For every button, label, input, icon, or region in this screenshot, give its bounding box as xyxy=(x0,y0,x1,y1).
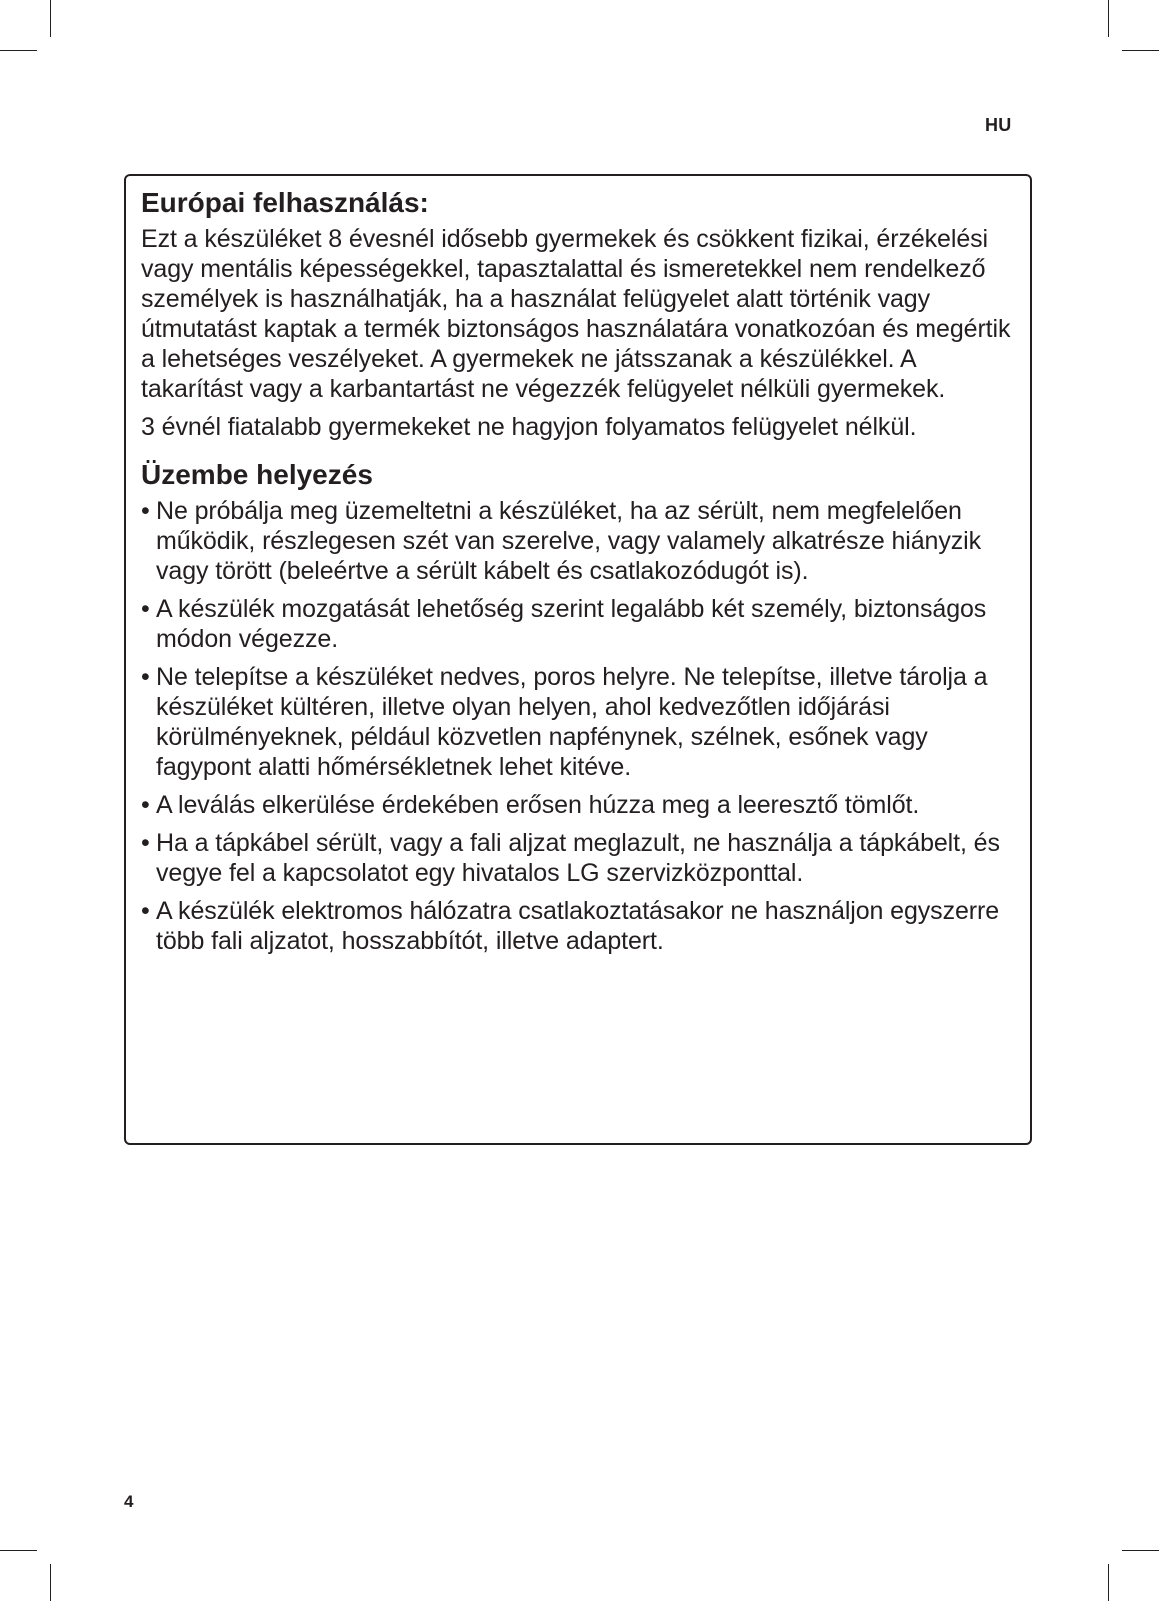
crop-mark-bottom-left-horizontal xyxy=(0,1550,37,1551)
section-heading-european-use: Európai felhasználás: xyxy=(141,187,429,218)
installation-bullet-item: • Ha a tápkábel sérült, vagy a fali aljzat meglazult, ne használja a tápkábelt, és vegye fel a kapcsolatot egy hivatalos LG szervizközponttal. xyxy=(141,828,1020,888)
crop-mark-top-left-horizontal xyxy=(0,50,37,51)
crop-mark-top-right-horizontal xyxy=(1122,50,1159,51)
crop-mark-bottom-left-vertical xyxy=(50,1564,51,1601)
installation-bullet-item: • Ne telepítse a készüléket nedves, poros helyre. Ne telepítse, illetve tárolja a készüléket kültéren, illetve olyan helyen, ahol kedvezőtlen időjárási körülményeknek, például közvetlen napfénynek, szélnek, esőnek vagy fagypont alatti hőmérsékletnek lehet kitéve. xyxy=(141,662,1020,782)
section-heading-installation: Üzembe helyezés xyxy=(141,459,373,490)
crop-mark-bottom-right-vertical xyxy=(1108,1564,1109,1601)
safety-info-box xyxy=(124,174,1032,1145)
page-number: 4 xyxy=(124,1492,134,1511)
installation-bullet-item: • Ne próbálja meg üzemeltetni a készüléket, ha az sérült, nem megfelelően működik, részlegesen szét van szerelve, vagy valamely alkatrésze hiányzik vagy törött (beleértve a sérült kábelt és csatlakozódugót is). xyxy=(141,496,1020,586)
installation-bullet-item: • A készülék elektromos hálózatra csatlakoztatásakor ne használjon egyszerre több fali aljzatot, hosszabbítót, illetve adaptert. xyxy=(141,896,1020,956)
european-use-paragraph: Ezt a készüléket 8 évesnél idősebb gyermekek és csökkent fizikai, érzékelési vagy mentális képességekkel, tapasztalattal és ismeretekkel nem rendelkező személyek is használhatják, ha a használat felügyelet alatt történik vagy útmutatást kaptak a termék biztonságos használatára vonatkozóan és megértik a lehetséges veszélyeket. A gyermekek ne játsszanak a készülékkel. A takarítást vagy a karbantartást ne végezzék felügyelet nélküli gyermekek. xyxy=(141,225,1011,403)
crop-mark-top-right-vertical xyxy=(1108,0,1109,37)
children-supervision-paragraph: 3 évnél fiatalabb gyermekeket ne hagyjon folyamatos felügyelet nélkül. xyxy=(141,413,917,441)
installation-bullet-item: • A készülék mozgatását lehetőség szerint legalább két személy, biztonságos módon végezze. xyxy=(141,594,1020,654)
crop-mark-top-left-vertical xyxy=(50,0,51,37)
installation-bullet-list xyxy=(141,496,1020,956)
language-code: HU xyxy=(985,115,1012,135)
crop-mark-bottom-right-horizontal xyxy=(1122,1550,1159,1551)
installation-bullet-item: • A leválás elkerülése érdekében erősen húzza meg a leeresztő tömlőt. xyxy=(141,790,1020,820)
